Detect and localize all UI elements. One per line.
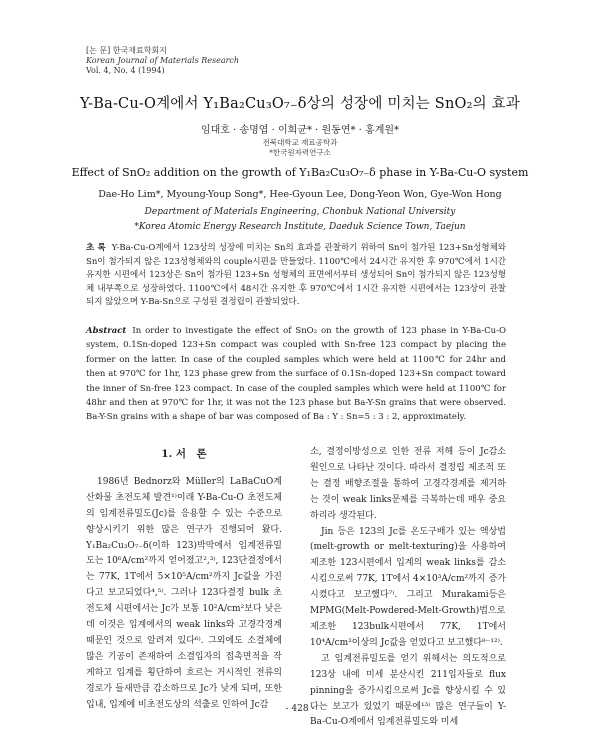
title-korean: Y-Ba-Cu-O계에서 Y₁Ba₂Cu₃O₇₋δ상의 성장에 미치는 SnO₂의 효과 (79, 96, 521, 112)
authors-korean: 임대호 · 송명엽 · 이희균* · 원동연* · 홍계원* (200, 125, 400, 136)
journal-header (86, 46, 239, 76)
affiliation-korean-line-2: *한국원자력연구소 (269, 148, 331, 157)
authors-english: Dae-Ho Lim*, Myoung-Youp Song*, Hee-Gyoun Lee, Dong-Yeon Won, Gye-Won Hong (98, 189, 502, 200)
page-number: - 428 - (285, 704, 315, 714)
affiliation-korean-line-1: 전북대학교 재료공학과 (262, 138, 338, 147)
title-english: Effect of SnO₂ addition on the growth of Y₁Ba₂Cu₃O₇₋δ phase in Y-Ba-Cu-O system (71, 166, 529, 179)
affiliation-korean (0, 138, 600, 158)
body-paragraph: 소, 결정이방성으로 인한 전류 저해 등이 Jc감소 원인으로 나타난 것이다. 따라서 결정립 제조적 또는 결정 배향조절을 통하여 고경각경계를 제거하는 것이 weak links문제를 극복하는데 매우 중요하리라 생각된다. (310, 447, 506, 521)
body-paragraph: 고 임계전류밀도를 얻기 위해서는 의도적으로 123상 내에 미세 분산시킨 211입자들로 flux pinning을 증가시킴으로써 Jc를 향상시킬 수 있다는 보고가 있었기 때문에¹³⁾ 많은 연구들이 Y-Ba-Cu-O계에서 임계전류밀도와 미세 (310, 653, 506, 728)
journal-label-ko: [논 문] 한국재료학회지 (86, 46, 167, 55)
affiliation-english (0, 205, 600, 235)
affiliation-english-line-2: *Korea Atomic Energy Research Institute, Daeduk Science Town, Taejun (134, 222, 466, 232)
journal-name-en: Korean Journal of Materials Research (86, 56, 240, 65)
abstract-korean-text: Y-Ba-Cu-O계에서 123상의 성장에 미치는 Sn의 효과를 관찰하기 위하여 Sn이 첨가된 123+Sn성형체와 Sn이 첨가되지 않은 123성형체와의 couple시편을 만들었다. 1100℃에서 24시간 유지한 후 970℃에서 1시간 유지한 시편에서 123상은 Sn이 첨가된 123+Sn 성형체의 표면에서부터 생성되어 Sn이 첨가되지 않은 123성형체 내부쪽으로 성장하였다. 1100℃에서 48시간 유지한 후 970℃에서 1시간 유지한 시편에서는 123상이 관찰되지 않았으며 Y-Ba-Sn으로 구성된 결정립이 관찰되었다. (86, 243, 506, 308)
affiliation-english-line-1: Department of Materials Engineering, Chonbuk National University (144, 207, 456, 217)
body-column-right (310, 445, 506, 731)
abstract-korean (86, 242, 506, 310)
abstract-english-label: Abstract (86, 326, 127, 336)
section-heading-introduction: 1. 서 론 (161, 448, 207, 460)
body-paragraph: 1986년 Bednorz와 Müller의 LaBaCuO계 산화물 초전도체 발견¹⁾이래 Y-Ba-Cu-O 초전도체의 임계전류밀도(Jc)를 응용할 수 있는 수준으로 향상시키기 위한 많은 연구가 진행되어 왔다. Y₁Ba₂Cu₃O₇₋δ(이하 123)박막에서 임계전류밀도는 10⁶A/cm²까지 얻어졌고²,³⁾, 123단결정에서는 77K, 1T에서 5×10⁵A/cm²까지 Jc값을 가진다고 보고되었다⁴,⁵⁾. 그러나 123다결정 bulk 초전도체 시편에서는 Jc가 보통 10²A/cm²보다 낮은데 이것은 입계에서의 weak links와 고경각경계 때문인 것으로 알려져 있다⁶⁾. 그외에도 소결체에 많은 기공이 존재하여 소결입자의 접촉면적을 작게하고 입계를 횡단하여 흐르는 거시적인 전류의 경로가 들새만큼 감소하므로 Jc가 낮게 되며, 또한 입내, 입계에 비초전도상의 석출로 인하여 Jc감 (86, 476, 282, 710)
body-column-left (86, 445, 282, 714)
journal-volume: Vol. 4, No. 4 (1994) (86, 66, 165, 75)
body-paragraph: Jin 등은 123의 Jc를 온도구배가 있는 액상법(melt-growth or melt-texturing)을 사용하여 제조한 123시편에서 입계의 weak links를 감소시킴으로써 77K, 1T에서 4×10³A/cm²까지 증가시켰다고 보고했다⁷⁾. 그리고 Murakami등은 MPMG(Melt-Powdered-Melt-Growth)법으로 제조한 123bulk시편에서 77K, 1T에서 10⁴A/cm²이상의 Jc값을 얻었다고 보고했다⁸⁻¹²⁾. (310, 526, 506, 648)
abstract-korean-label: 초 록 (86, 243, 106, 253)
abstract-english-text: In order to investigate the effect of SnO₂ on the growth of 123 phase in Y-Ba-Cu-O system, 0.1Sn-doped 123+Sn compact was coupled with Sn-free 123 compact by placing the former on the latter. In case of the coupled samples which were held at 1100℃ for 24hr and then at 970℃ for 1hr, 123 phase grew from the surface of 0.1Sn-doped 123+Sn compact toward the inner of Sn-free 123 compact. In case of the coupled samples which were held at 1100℃ for 48hr and then at 970℃ for 1hr, it was not the 123 phase but Ba-Y-Sn grains that were observed. Ba-Y-Sn grains with a shape of bar was composed of Ba : Y : Sn=5 : 3 : 2, approximately. (86, 326, 506, 423)
abstract-english (86, 324, 506, 425)
